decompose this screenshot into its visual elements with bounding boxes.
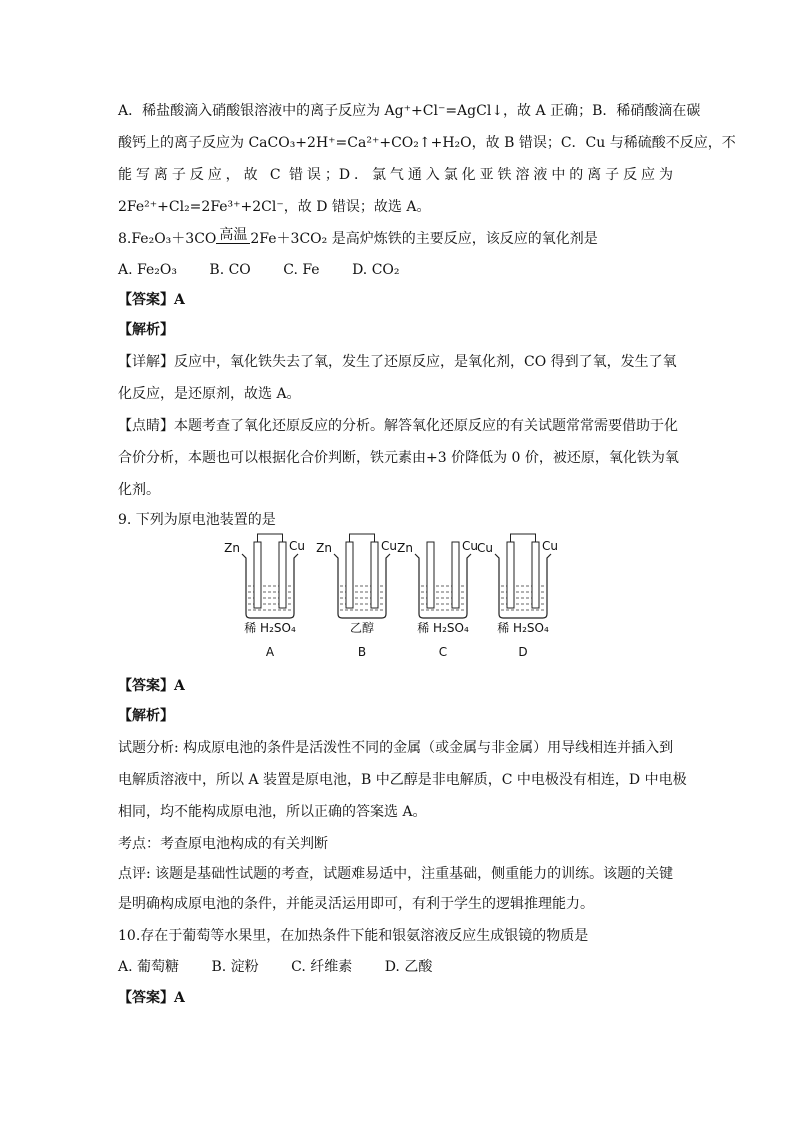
q8-option-c: C. Fe xyxy=(283,262,320,278)
q8-option-b: B. CO xyxy=(209,262,251,278)
q8-condition: 高温 xyxy=(216,227,250,244)
connecting-wire xyxy=(258,534,283,542)
q10-option-a: A. 葡萄糖 xyxy=(118,959,180,975)
left-electrode-label: Zn xyxy=(316,541,332,555)
solution-label: 乙醇 xyxy=(349,621,375,635)
left-electrode-label: Cu xyxy=(477,541,493,555)
q8-option-a: A. Fe₂O₃ xyxy=(118,262,177,278)
q10-option-d: D. 乙酸 xyxy=(384,959,433,975)
q8-options xyxy=(118,260,428,280)
cell-b xyxy=(316,534,397,659)
q9-answer: 【答案】A xyxy=(118,678,185,694)
q7-explanation-line-3: 能写离子反应，故 C 错误；D．氯气通入氯化亚铁溶液中的离子反应为 xyxy=(118,167,673,183)
right-electrode-label: Cu xyxy=(289,539,305,553)
q8-detail-line-1: 【详解】反应中，氧化铁失去了氧，发生了还原反应，是氧化剂，CO 得到了氧，发生了氧 xyxy=(118,354,677,370)
q7-explanation-line-2: 酸钙上的离子反应为 CaCO₃+2H⁺=Ca²⁺+CO₂↑+H₂O，故 B 错误；C．Cu 与稀硫酸不反应，不 xyxy=(118,135,736,151)
left-electrode-label: Zn xyxy=(397,541,413,555)
option-letter: C xyxy=(438,645,448,659)
right-electrode xyxy=(279,542,286,608)
left-electrode xyxy=(507,542,514,608)
left-electrode-label: Zn xyxy=(224,541,240,555)
q8-stem xyxy=(118,229,598,249)
q9-point: 考点：考查原电池构成的有关判断 xyxy=(118,836,328,852)
q9-stem: 9. 下列为原电池装置的是 xyxy=(118,512,276,528)
connecting-wire xyxy=(350,534,375,542)
solution-label: 稀 H₂SO₄ xyxy=(497,621,549,635)
left-electrode xyxy=(254,542,261,608)
right-electrode-label: Cu xyxy=(462,539,478,553)
q7-explanation-line-4: 2Fe²⁺+Cl₂=2Fe³⁺+2Cl⁻，故 D 错误；故选 A。 xyxy=(118,199,431,215)
option-letter: A xyxy=(265,645,275,659)
option-letter: D xyxy=(518,645,528,659)
q8-answer: 【答案】A xyxy=(118,292,185,308)
q9-analysis-line-2: 电解质溶液中，所以 A 装置是原电池，B 中乙醇是非电解质，C 中电极没有相连，D 中电极 xyxy=(118,772,687,788)
q7-explanation-line-1: A．稀盐酸滴入硝酸银溶液中的离子反应为 Ag⁺+Cl⁻=AgCl↓，故 A 正确；B．稀硝酸滴在碳 xyxy=(118,103,701,119)
q8-analysis-label: 【解析】 xyxy=(118,322,174,338)
cell-d xyxy=(477,534,558,659)
cell-a xyxy=(224,534,305,659)
q8-comment-line-1: 【点睛】本题考查了氧化还原反应的分析。解答氧化还原反应的有关试题常常需要借助于化 xyxy=(118,418,678,434)
q9-analysis-label: 【解析】 xyxy=(118,708,174,724)
right-electrode-label: Cu xyxy=(542,539,558,553)
q8-comment-line-3: 化剂。 xyxy=(118,482,160,498)
q8-option-d: D. CO₂ xyxy=(352,262,400,278)
connecting-wire xyxy=(511,534,536,542)
q10-answer: 【答案】A xyxy=(118,990,185,1006)
q9-review-line-1: 点评: 该题是基础性试题的考查，试题难易适中，注重基础，侧重能力的训练。该题的关键 xyxy=(118,866,674,882)
right-electrode-label: Cu xyxy=(381,539,397,553)
right-electrode xyxy=(371,542,378,608)
q9-review-line-2: 是明确构成原电池的条件，并能灵活运用即可，有利于学生的逻辑推理能力。 xyxy=(118,896,594,912)
right-electrode xyxy=(532,542,539,608)
solution-label: 稀 H₂SO₄ xyxy=(417,621,469,635)
q10-options xyxy=(118,957,460,977)
q9-analysis-line-1: 试题分析: 构成原电池的条件是活泼性不同的金属（或金属与非金属）用导线相连并插入到 xyxy=(118,740,674,756)
q8-detail-line-2: 化反应，是还原剂，故选 A。 xyxy=(118,386,301,402)
q9-analysis-line-3: 相同，均不能构成原电池，所以正确的答案选 A。 xyxy=(118,804,427,820)
q8-stem-after: 2Fe＋3CO₂ 是高炉炼铁的主要反应，该反应的氧化剂是 xyxy=(250,231,598,247)
q8-comment-line-2: 合价分析，本题也可以根据化合价判断，铁元素由+3 价降低为 0 价，被还原，氧化铁为氧 xyxy=(118,450,679,466)
option-letter: B xyxy=(357,645,367,659)
q10-stem: 10.存在于葡萄等水果里，在加热条件下能和银氨溶液反应生成银镜的物质是 xyxy=(118,928,589,944)
left-electrode xyxy=(346,542,353,608)
solution-label: 稀 H₂SO₄ xyxy=(244,621,296,635)
left-electrode xyxy=(427,542,434,608)
q10-option-b: B. 淀粉 xyxy=(211,959,259,975)
q10-option-c: C. 纤维素 xyxy=(291,959,353,975)
cell-c xyxy=(397,539,478,659)
right-electrode xyxy=(452,542,459,608)
galvanic-cell-figure xyxy=(224,532,560,662)
q8-stem-before: 8.Fe₂O₃＋3CO xyxy=(118,231,217,247)
